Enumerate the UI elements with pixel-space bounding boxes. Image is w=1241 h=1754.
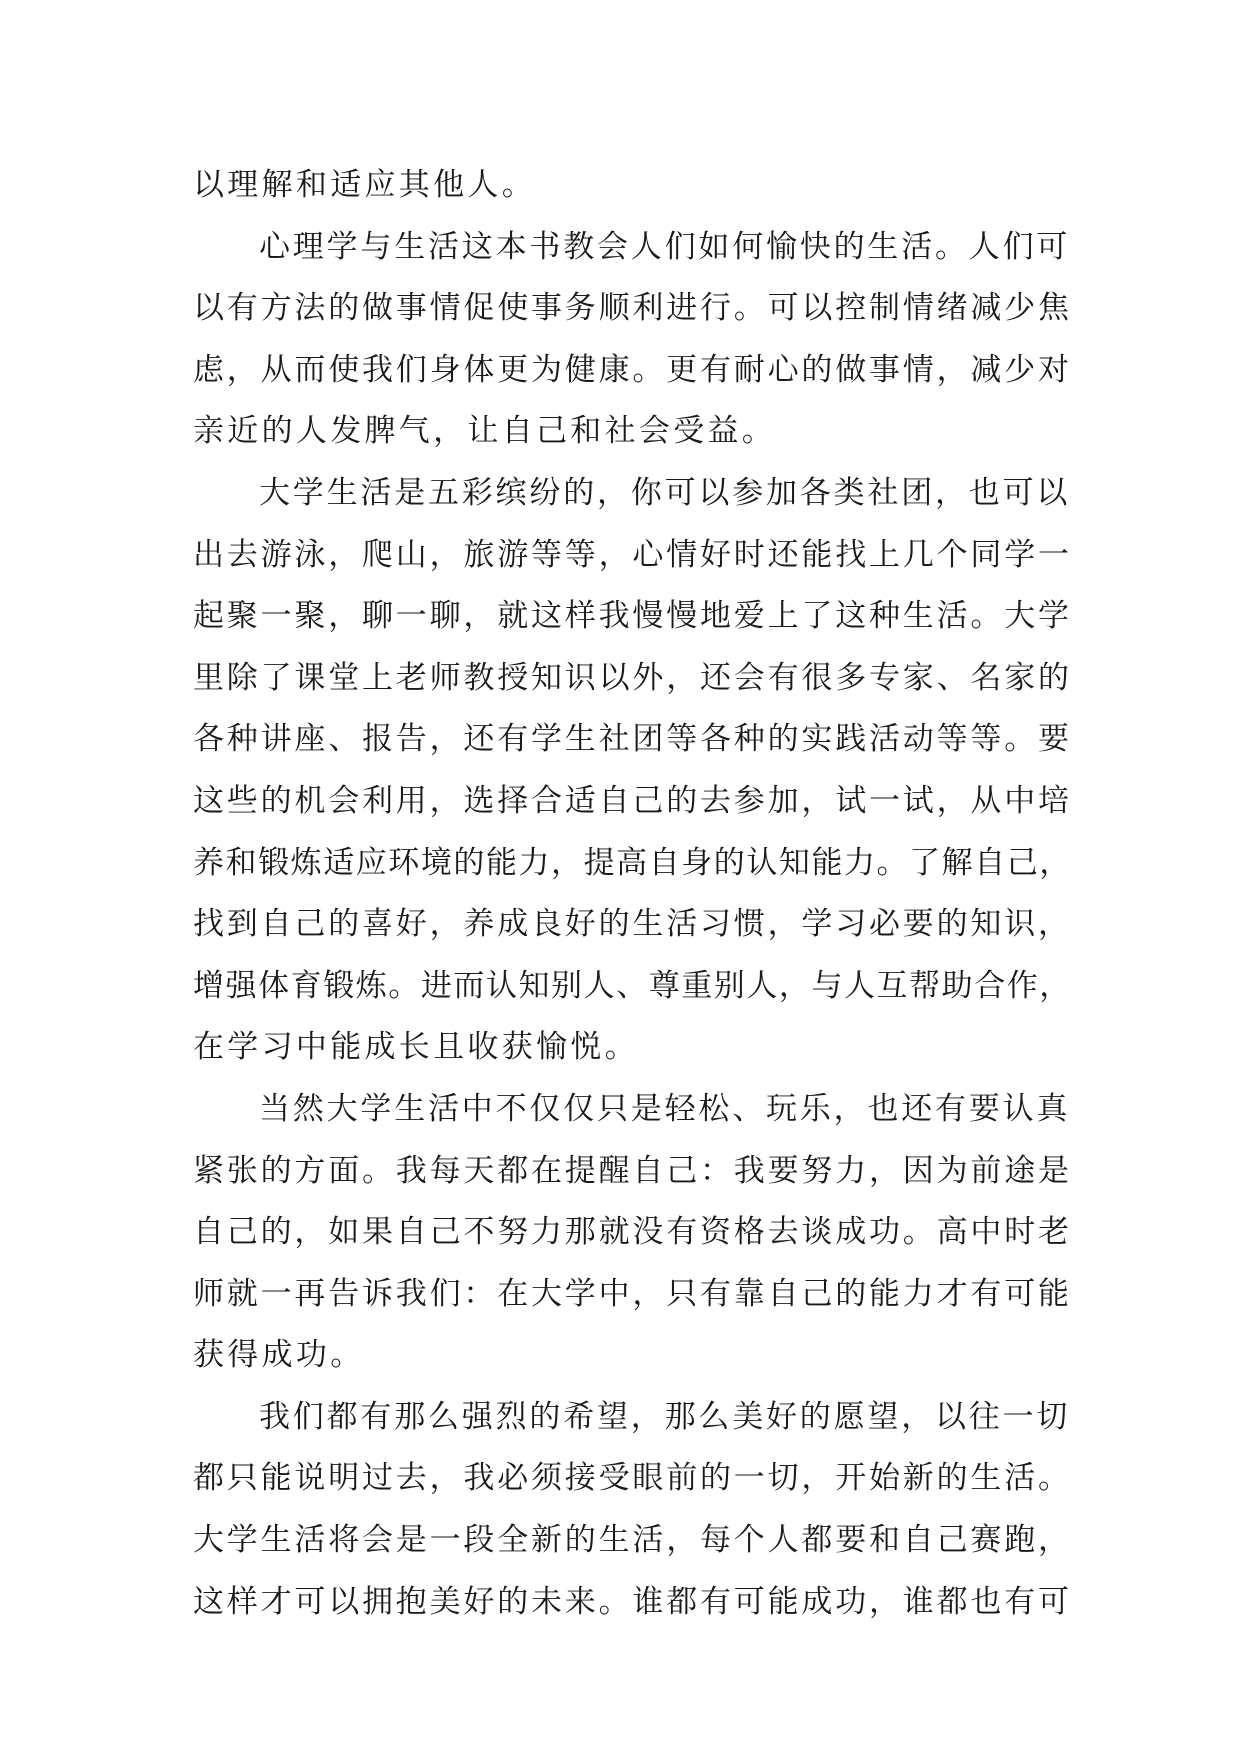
text-line: 起聚一聚，聊一聊，就这样我慢慢地爱上了这种生活。大学 [193,598,1072,635]
text-line: 紧张的方面。我每天都在提醒自己：我要努力，因为前途是 [193,1152,1072,1189]
text-line: 以有方法的做事情促使事务顺利进行。可以控制情绪减少焦 [193,290,1072,327]
text-line: 各种讲座、报告，还有学生社团等各种的实践活动等等。要 [193,721,1072,758]
body-text [193,155,1073,1633]
text-line: 以理解和适应其他人。 [193,167,536,203]
text-line: 师就一再告诉我们：在大学中，只有靠自己的能力才有可能 [193,1275,1072,1312]
text-line: 找到自己的喜好，养成良好的生活习惯，学习必要的知识， [193,906,1072,943]
text-line: 当然大学生活中不仅仅只是轻松、玩乐，也还有要认真 [259,1090,1071,1127]
text-line: 在学习中能成长且收获愉悦。 [193,1029,639,1066]
text-line: 这样才可以拥抱美好的未来。谁都有可能成功，谁都也有可 [193,1583,1072,1620]
text-line: 大学生活是五彩缤纷的，你可以参加各类社团，也可以 [259,474,1071,511]
text-line: 出去游泳，爬山，旅游等等，心情好时还能找上几个同学一 [193,536,1072,573]
text-line: 这些的机会利用，选择合适自己的去参加，试一试，从中培 [193,782,1072,819]
text-line: 养和锻炼适应环境的能力，提高自身的认知能力。了解自己， [193,844,1072,881]
text-line: 都只能说明过去，我必须接受眼前的一切，开始新的生活。 [193,1460,1072,1497]
text-line: 大学生活将会是一段全新的生活，每个人都要和自己赛跑， [193,1522,1072,1559]
text-line: 虑，从而使我们身体更为健康。更有耐心的做事情，减少对 [193,351,1072,388]
text-line: 亲近的人发脾气，让自己和社会受益。 [193,413,777,450]
text-line: 增强体育锻炼。进而认知别人、尊重别人，与人互帮助合作， [193,967,1072,1004]
text-line: 获得成功。 [193,1337,365,1374]
text-line: 自己的，如果自己不努力那就没有资格去谈成功。高中时老 [193,1214,1072,1251]
text-line: 心理学与生活这本书教会人们如何愉快的生活。人们可 [259,228,1071,265]
text-line: 我们都有那么强烈的希望，那么美好的愿望，以往一切 [259,1398,1071,1435]
text-line: 里除了课堂上老师教授知识以外，还会有很多专家、名家的 [193,659,1072,696]
